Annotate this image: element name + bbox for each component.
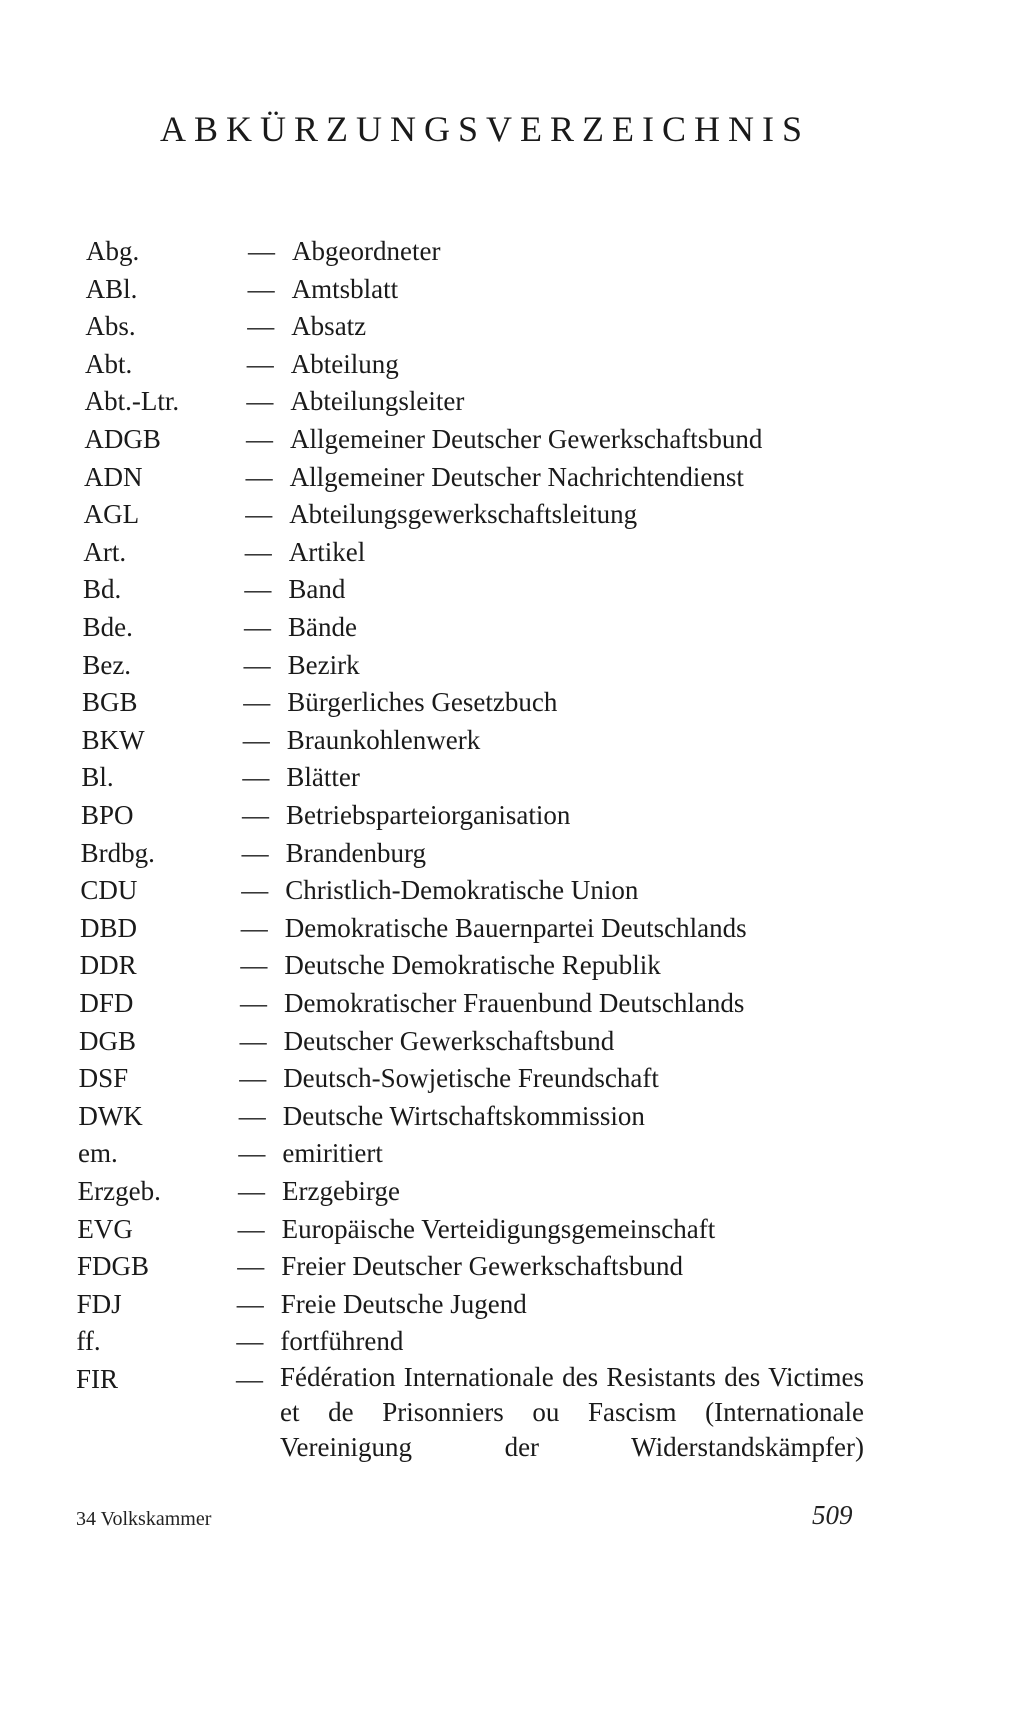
abbreviation: Bde. — [82, 612, 133, 642]
em-dash-separator: — — [239, 1063, 267, 1094]
expansion: Braunkohlenwerk — [286, 724, 481, 755]
abbreviation: DGB — [79, 1025, 137, 1056]
expansion: Demokratischer Frauenbund Deutschlands — [283, 988, 745, 1018]
expansion: Deutsche Wirtschaftskommission — [282, 1100, 645, 1131]
em-dash-separator: — — [240, 912, 268, 943]
page-number: 509 — [812, 1500, 853, 1530]
abbreviation-entry — [77, 1285, 857, 1323]
abbreviation-entry — [79, 1022, 859, 1060]
abbreviation: FIR — [76, 1364, 119, 1394]
abbreviation: Abt. — [85, 348, 133, 379]
em-dash-separator: — — [243, 649, 271, 680]
em-dash-separator: — — [242, 724, 270, 755]
abbreviation-entry — [80, 909, 860, 947]
abbreviation-entry — [80, 871, 860, 909]
abbreviation-entry — [81, 834, 861, 872]
abbreviation-entry — [82, 683, 862, 721]
em-dash-separator: — — [236, 1326, 264, 1357]
abbreviation-entry — [85, 382, 865, 420]
em-dash-separator: — — [241, 875, 269, 906]
abbreviation-entry — [78, 1097, 858, 1135]
abbreviation: DWK — [78, 1100, 143, 1131]
abbreviation-entry — [84, 458, 864, 496]
abbreviation: ff. — [76, 1326, 101, 1357]
expansion: Allgemeiner Deutscher Gewerkschaftsbund — [289, 424, 763, 454]
em-dash-separator: — — [239, 988, 267, 1018]
abbreviation-entry — [86, 232, 866, 270]
page-title: ABKÜRZUNGSVERZEICHNIS — [160, 109, 811, 149]
em-dash-separator: — — [237, 1213, 265, 1244]
expansion: Abteilung — [290, 348, 399, 379]
abbreviation-entry — [84, 420, 864, 458]
em-dash-separator: — — [245, 424, 273, 454]
expansion: emiritiert — [282, 1138, 383, 1169]
abbreviation-entry — [83, 533, 863, 571]
abbreviation: EVG — [77, 1213, 133, 1244]
em-dash-separator: — — [248, 236, 275, 266]
expansion: fortführend — [280, 1326, 404, 1357]
expansion: Fédération Internationale des Resistants des Victimes et de Prisonniers ou Fascism (Internationale Vereinigung der Widerstandskämpfer) — [280, 1362, 864, 1462]
abbreviation: AGL — [83, 499, 140, 530]
abbreviation-entry — [78, 1172, 858, 1210]
expansion: Artikel — [288, 536, 366, 567]
abbreviation-entry — [76, 1322, 856, 1360]
abbreviation: Abt.-Ltr. — [84, 386, 180, 417]
abbreviation-entry — [86, 270, 866, 308]
expansion: Deutsche Demokratische Republik — [284, 950, 661, 981]
em-dash-separator: — — [241, 837, 269, 868]
expansion: Deutscher Gewerkschaftsbund — [283, 1025, 615, 1056]
abbreviation: Erzgeb. — [77, 1176, 161, 1206]
em-dash-separator: — — [237, 1176, 265, 1206]
em-dash-separator: — — [236, 1288, 264, 1319]
expansion: Bürgerliches Gesetzbuch — [287, 687, 558, 718]
expansion: Brandenburg — [285, 837, 427, 868]
abbreviation-entry — [83, 570, 863, 608]
expansion: Europäische Verteidigungsgemeinschaft — [281, 1213, 716, 1244]
expansion: Deutsch-Sowjetische Freundschaft — [283, 1063, 659, 1094]
abbreviation: em. — [78, 1138, 118, 1169]
abbreviation: ABl. — [85, 273, 138, 304]
abbreviation: CDU — [80, 875, 138, 906]
abbreviation: DSF — [78, 1063, 129, 1094]
expansion: Allgemeiner Deutscher Nachrichtendienst — [289, 461, 744, 492]
expansion: Abgeordneter — [292, 236, 441, 266]
abbreviation: FDJ — [76, 1288, 122, 1319]
em-dash-separator: — — [245, 499, 273, 530]
abbreviation-entry — [78, 1134, 858, 1172]
em-dash-separator: — — [244, 536, 272, 567]
abbreviation-entry — [79, 1059, 859, 1097]
em-dash-separator: — — [247, 273, 275, 304]
em-dash-separator: — — [238, 1100, 266, 1131]
em-dash-separator: — — [246, 348, 274, 379]
abbreviation: Abs. — [85, 311, 136, 342]
expansion: Erzgebirge — [281, 1176, 400, 1206]
abbreviation: Bl. — [81, 762, 114, 793]
abbreviation: Bez. — [82, 649, 132, 680]
expansion: Freie Deutsche Jugend — [280, 1288, 527, 1319]
abbreviation: ADGB — [84, 424, 161, 454]
abbreviation-entry — [80, 946, 860, 984]
abbreviation: DDR — [79, 950, 137, 981]
abbreviation: BPO — [81, 800, 134, 830]
em-dash-separator: — — [247, 311, 275, 342]
abbreviation: FDGB — [77, 1251, 150, 1282]
em-dash-separator: — — [236, 1364, 263, 1394]
abbreviation-entry — [82, 721, 862, 759]
abbreviation-entry — [84, 495, 864, 533]
abbreviation: Brdbg. — [80, 837, 155, 868]
abbreviation: BGB — [82, 687, 138, 718]
expansion: Bezirk — [287, 649, 360, 680]
expansion: Demokratische Bauernpartei Deutschlands — [284, 912, 747, 943]
em-dash-separator: — — [243, 612, 271, 642]
abbreviation: Art. — [83, 536, 127, 567]
printer-signature: 34 Volkskammer — [76, 1508, 212, 1530]
abbreviation-entry — [79, 984, 859, 1022]
abbreviation-entry — [81, 796, 861, 834]
abbreviation: DFD — [79, 988, 134, 1018]
abbreviation-entry — [81, 758, 861, 796]
em-dash-separator: — — [245, 461, 273, 492]
em-dash-separator: — — [246, 386, 274, 417]
expansion: Amtsblatt — [291, 273, 399, 304]
abbreviation: Abg. — [86, 236, 140, 266]
abbreviation-entry — [85, 345, 865, 383]
em-dash-separator: — — [242, 762, 270, 793]
abbreviation-entry — [85, 307, 865, 345]
expansion: Christlich-Demokratische Union — [285, 875, 639, 906]
em-dash-separator: — — [238, 1138, 266, 1169]
abbreviation-entry — [77, 1210, 857, 1248]
expansion: Abteilungsgewerkschaftsleitung — [289, 499, 638, 530]
em-dash-separator: — — [239, 1025, 267, 1056]
abbreviation: ADN — [84, 461, 143, 492]
expansion: Abteilungsleiter — [290, 386, 465, 417]
em-dash-separator: — — [242, 800, 269, 830]
abbreviation-entry — [82, 646, 862, 684]
expansion: Band — [288, 574, 346, 605]
em-dash-separator: — — [237, 1251, 265, 1282]
expansion: Betriebsparteiorganisation — [286, 800, 571, 830]
expansion: Freier Deutscher Gewerkschaftsbund — [281, 1251, 684, 1282]
abbreviation: DBD — [80, 912, 138, 943]
expansion: Blätter — [286, 762, 360, 793]
abbreviation-entry — [77, 1247, 857, 1285]
abbreviation-entry — [76, 1360, 864, 1462]
em-dash-separator: — — [240, 950, 268, 981]
abbreviation: BKW — [81, 724, 145, 755]
expansion: Bände — [287, 612, 357, 642]
abbreviation: Bd. — [83, 574, 122, 605]
em-dash-separator: — — [244, 574, 272, 605]
em-dash-separator: — — [243, 687, 271, 718]
abbreviation-entry — [83, 608, 863, 646]
expansion: Absatz — [291, 311, 367, 342]
